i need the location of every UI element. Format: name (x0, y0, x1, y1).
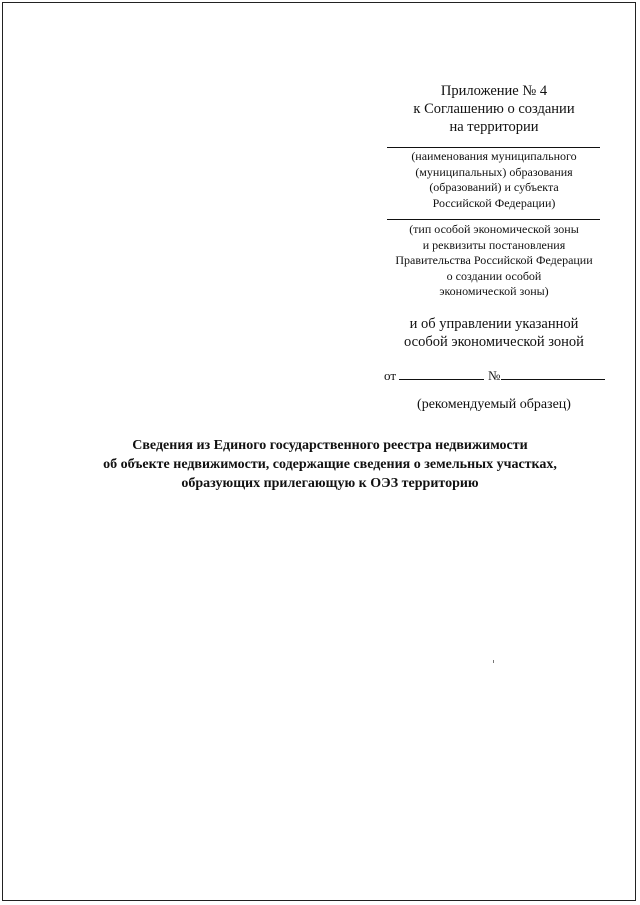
appendix-title (380, 82, 608, 136)
heading-line: образующих прилегающую к ОЭЗ территорию (181, 476, 479, 491)
appendix-line: на территории (449, 119, 539, 135)
management-line: особой экономической зоной (404, 334, 584, 350)
management-note (380, 315, 608, 351)
appendix-line: Приложение № 4 (440, 83, 548, 99)
date-blank (399, 367, 484, 380)
number-label: № (488, 368, 501, 383)
caption-zone (380, 222, 608, 300)
caption-line: Правительства Российской Федерации (395, 253, 593, 267)
fill-in-line-municipality (387, 147, 600, 148)
scan-speck (493, 660, 494, 663)
sample-note: (рекомендуемый образец) (417, 397, 571, 412)
caption-line: о создании особой (446, 268, 542, 283)
caption-line: (наименования муниципального (411, 149, 577, 163)
appendix-line: к Соглашению о создании (413, 101, 575, 117)
date-number-line (384, 367, 606, 385)
caption-line: Российской Федерации) (432, 195, 556, 210)
caption-municipality (380, 149, 608, 211)
caption-line: (тип особой экономической зоны (409, 222, 579, 236)
caption-line: (образований) и субъекта (429, 180, 559, 194)
number-blank (501, 367, 605, 380)
fill-in-line-zone (387, 219, 600, 220)
document-heading (80, 436, 580, 493)
management-line: и об управлении указанной (409, 316, 579, 332)
caption-line: и реквизиты постановления (422, 237, 566, 252)
heading-line: об объекте недвижимости, содержащие сведения о земельных участках, (103, 457, 557, 472)
from-label: от (384, 368, 397, 383)
caption-line: (муниципальных) образования (415, 164, 573, 179)
caption-line: экономической зоны) (439, 284, 549, 298)
heading-line: Сведения из Единого государственного реестра недвижимости (132, 438, 528, 453)
